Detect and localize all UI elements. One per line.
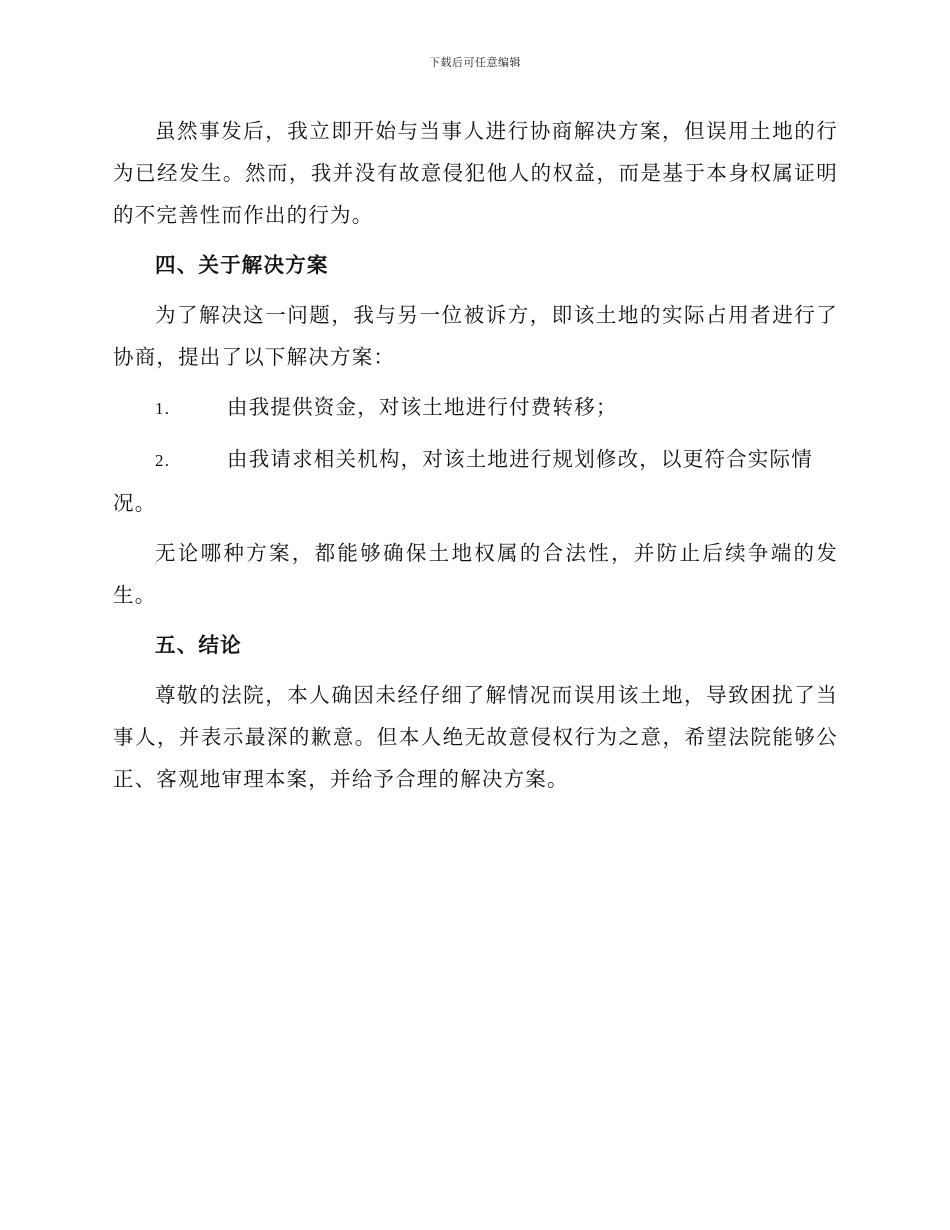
section-heading-conclusion: 五、结论 [155, 633, 242, 657]
section-heading-solutions: 四、关于解决方案 [155, 253, 329, 277]
page-header: 下载后可任意编辑 [429, 56, 521, 69]
list-text: 由我请求相关机构，对该土地进行规划修改，以更符合实际情 [227, 447, 813, 471]
list-number: 1. [155, 399, 171, 418]
paragraph-incident: 虽然事发后，我立即开始与当事人进行协商解决方案，但误用土地的行为已经发生。然而，我并没有故意侵犯他人的权益，而是基于本身权属证明的不完善性而作出的行为。 [113, 119, 838, 227]
paragraph-conclusion: 尊敬的法院，本人确因未经仔细了解情况而误用该土地，导致困扰了当事人，并表示最深的歉意。但本人绝无故意侵权行为之意，希望法院能够公正、客观地审理本案，并给予合理的解决方案。 [113, 683, 838, 791]
list-item [113, 438, 838, 524]
list-text: 由我提供资金，对该土地进行付费转移； [227, 395, 618, 419]
document-body [113, 110, 838, 808]
list-number: 2. [155, 451, 171, 470]
list-item [113, 386, 838, 430]
paragraph-legality: 无论哪种方案，都能够确保土地权属的合法性，并防止后续争端的发生。 [113, 541, 838, 607]
paragraph-negotiation: 为了解决这一问题，我与另一位被诉方，即该土地的实际占用者进行了协商，提出了以下解决方案： [113, 303, 838, 369]
list-text-continued: 况。 [113, 491, 157, 515]
